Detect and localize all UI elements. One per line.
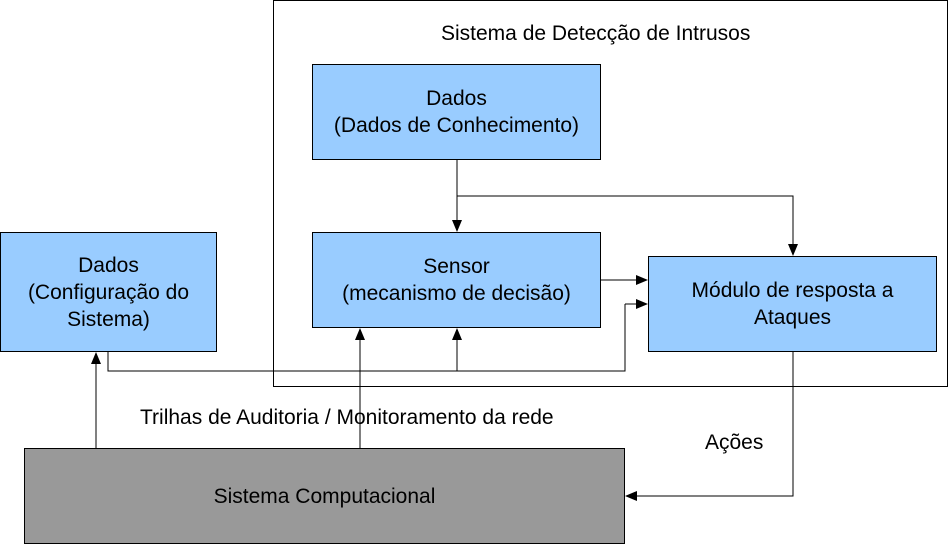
response-module-line2: Ataques — [753, 306, 832, 329]
response-module-line1: Módulo de resposta a — [691, 279, 894, 302]
knowledge-to-response-arrow — [457, 196, 793, 255]
config-data-line3: Sistema) — [67, 307, 150, 331]
knowledge-data-title: Dados — [426, 87, 487, 110]
sensor-title: Sensor — [423, 255, 490, 278]
knowledge-data-subtitle: (Dados de Conhecimento) — [333, 114, 580, 137]
actions-label: Ações — [705, 431, 764, 454]
response-to-computer-arrow — [626, 352, 793, 496]
computer-system-label: Sistema Computacional — [213, 484, 436, 508]
ids-system-title: Sistema de Detecção de Intrusos — [441, 22, 751, 45]
sensor-subtitle: (mecanismo de decisão) — [342, 282, 571, 305]
config-data-bus-line — [108, 304, 625, 371]
config-data-title: Dados — [78, 253, 139, 277]
audit-trails-label: Trilhas de Auditoria / Monitoramento da rede — [140, 406, 554, 429]
config-data-line2: (Configuração do — [27, 280, 190, 304]
